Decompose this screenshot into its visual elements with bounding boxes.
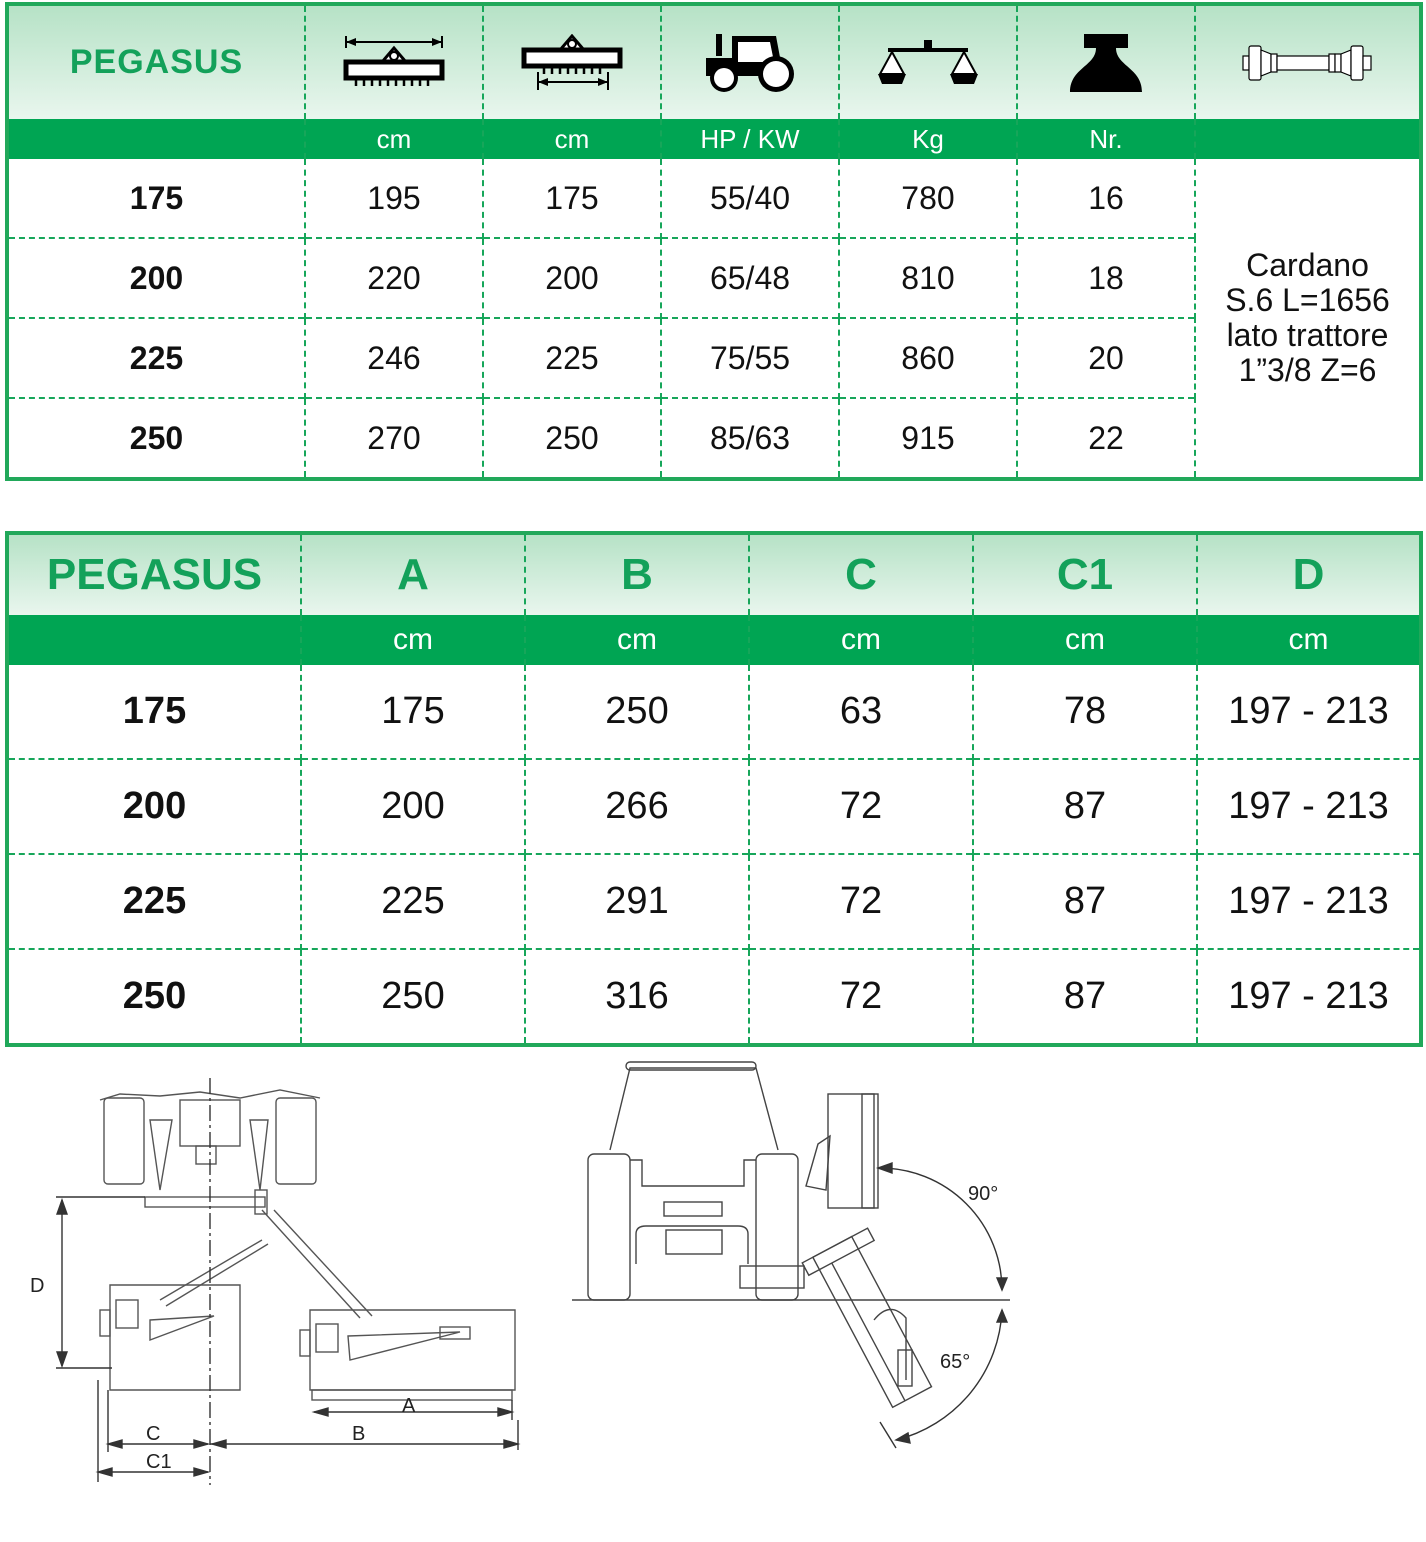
unit-cell: cm xyxy=(1197,615,1421,665)
value-cell: 18 xyxy=(1017,238,1195,318)
value-cell: 85/63 xyxy=(661,398,839,479)
tractor-icon xyxy=(661,4,839,119)
value-cell: 250 xyxy=(483,398,661,479)
value-cell: 200 xyxy=(301,759,525,854)
table-row xyxy=(7,665,1421,759)
value-cell: 75/55 xyxy=(661,318,839,398)
model-cell: 225 xyxy=(7,854,301,949)
value-cell: 860 xyxy=(839,318,1017,398)
specs-table xyxy=(5,2,1423,481)
dimensions-table xyxy=(5,531,1423,1047)
column-label: C xyxy=(749,533,973,615)
value-cell: 266 xyxy=(525,759,749,854)
value-cell: 20 xyxy=(1017,318,1195,398)
pto-shaft-icon xyxy=(1195,4,1421,119)
dimensions-header-row xyxy=(7,533,1421,615)
value-cell: 175 xyxy=(483,159,661,238)
table-row xyxy=(7,759,1421,854)
unit-cell: cm xyxy=(525,615,749,665)
value-cell: 220 xyxy=(305,238,483,318)
value-cell: 72 xyxy=(749,854,973,949)
value-cell: 250 xyxy=(301,949,525,1045)
rear-view-diagram xyxy=(560,1050,1040,1460)
model-cell: 175 xyxy=(7,665,301,759)
value-cell: 87 xyxy=(973,759,1197,854)
unit-cell: HP / KW xyxy=(661,119,839,159)
model-cell: 175 xyxy=(7,159,305,238)
table-row xyxy=(7,949,1421,1045)
weight-scale-icon xyxy=(839,4,1017,119)
tractor-wheel-left xyxy=(104,1098,144,1184)
value-cell: 72 xyxy=(749,759,973,854)
model-cell: 250 xyxy=(7,398,305,479)
table-row xyxy=(7,159,1421,238)
label-D: D xyxy=(30,1275,45,1297)
value-cell: 65/48 xyxy=(661,238,839,318)
value-cell: 197 - 213 xyxy=(1197,665,1421,759)
tractor-wheel-right xyxy=(276,1098,316,1184)
specs-title xyxy=(7,4,305,119)
pto-note-line: Cardano xyxy=(1246,247,1369,283)
angle-65-label: 65° xyxy=(940,1351,971,1373)
unit-cell: cm xyxy=(305,119,483,159)
dimensions-title xyxy=(7,533,301,615)
pto-note-line: S.6 L=1656 xyxy=(1225,282,1390,318)
value-cell: 87 xyxy=(973,854,1197,949)
value-cell: 63 xyxy=(749,665,973,759)
value-cell: 87 xyxy=(973,949,1197,1045)
pto-note-line: 1”3/8 Z=6 xyxy=(1238,352,1377,388)
unit-cell: cm xyxy=(301,615,525,665)
value-cell: 16 xyxy=(1017,159,1195,238)
value-cell: 195 xyxy=(305,159,483,238)
unit-cell-empty xyxy=(7,615,301,665)
column-label: A xyxy=(301,533,525,615)
unit-cell-empty xyxy=(7,119,305,159)
unit-cell: cm xyxy=(749,615,973,665)
value-cell: 780 xyxy=(839,159,1017,238)
value-cell: 246 xyxy=(305,318,483,398)
column-label: D xyxy=(1197,533,1421,615)
value-cell: 72 xyxy=(749,949,973,1045)
table-row xyxy=(7,854,1421,949)
model-cell: 250 xyxy=(7,949,301,1045)
model-cell: 200 xyxy=(7,238,305,318)
unit-cell: cm xyxy=(973,615,1197,665)
value-cell: 197 - 213 xyxy=(1197,949,1421,1045)
tractor-wheel-left xyxy=(588,1154,630,1300)
pto-note-cell xyxy=(1195,159,1421,479)
value-cell: 197 - 213 xyxy=(1197,759,1421,854)
value-cell: 250 xyxy=(525,665,749,759)
top-view-diagram xyxy=(0,1060,540,1500)
label-C: C xyxy=(146,1423,161,1445)
label-A: A xyxy=(402,1395,416,1417)
value-cell: 200 xyxy=(483,238,661,318)
unit-cell: cm xyxy=(483,119,661,159)
value-cell: 316 xyxy=(525,949,749,1045)
angle-90-label: 90° xyxy=(968,1183,999,1205)
dimensions-unit-row xyxy=(7,615,1421,665)
value-cell: 915 xyxy=(839,398,1017,479)
value-cell: 291 xyxy=(525,854,749,949)
specs-title-text: PEGASUS xyxy=(69,43,244,81)
value-cell: 225 xyxy=(301,854,525,949)
tractor-wheel-right xyxy=(756,1154,798,1300)
overall-width-icon xyxy=(305,4,483,119)
value-cell: 225 xyxy=(483,318,661,398)
working-width-icon xyxy=(483,4,661,119)
unit-cell xyxy=(1195,119,1421,159)
pto-note-line: lato trattore xyxy=(1226,317,1389,353)
label-B: B xyxy=(352,1423,366,1445)
model-cell: 225 xyxy=(7,318,305,398)
column-label: B xyxy=(525,533,749,615)
value-cell: 270 xyxy=(305,398,483,479)
label-C1: C1 xyxy=(146,1451,172,1473)
value-cell: 197 - 213 xyxy=(1197,854,1421,949)
unit-cell: Kg xyxy=(839,119,1017,159)
value-cell: 810 xyxy=(839,238,1017,318)
value-cell: 22 xyxy=(1017,398,1195,479)
specs-header-row xyxy=(7,4,1421,119)
hammer-blade-icon xyxy=(1017,4,1195,119)
column-label: C1 xyxy=(973,533,1197,615)
value-cell: 175 xyxy=(301,665,525,759)
value-cell: 55/40 xyxy=(661,159,839,238)
model-cell: 200 xyxy=(7,759,301,854)
specs-unit-row xyxy=(7,119,1421,159)
unit-cell: Nr. xyxy=(1017,119,1195,159)
value-cell: 78 xyxy=(973,665,1197,759)
dimensions-title-text: PEGASUS xyxy=(46,550,263,599)
